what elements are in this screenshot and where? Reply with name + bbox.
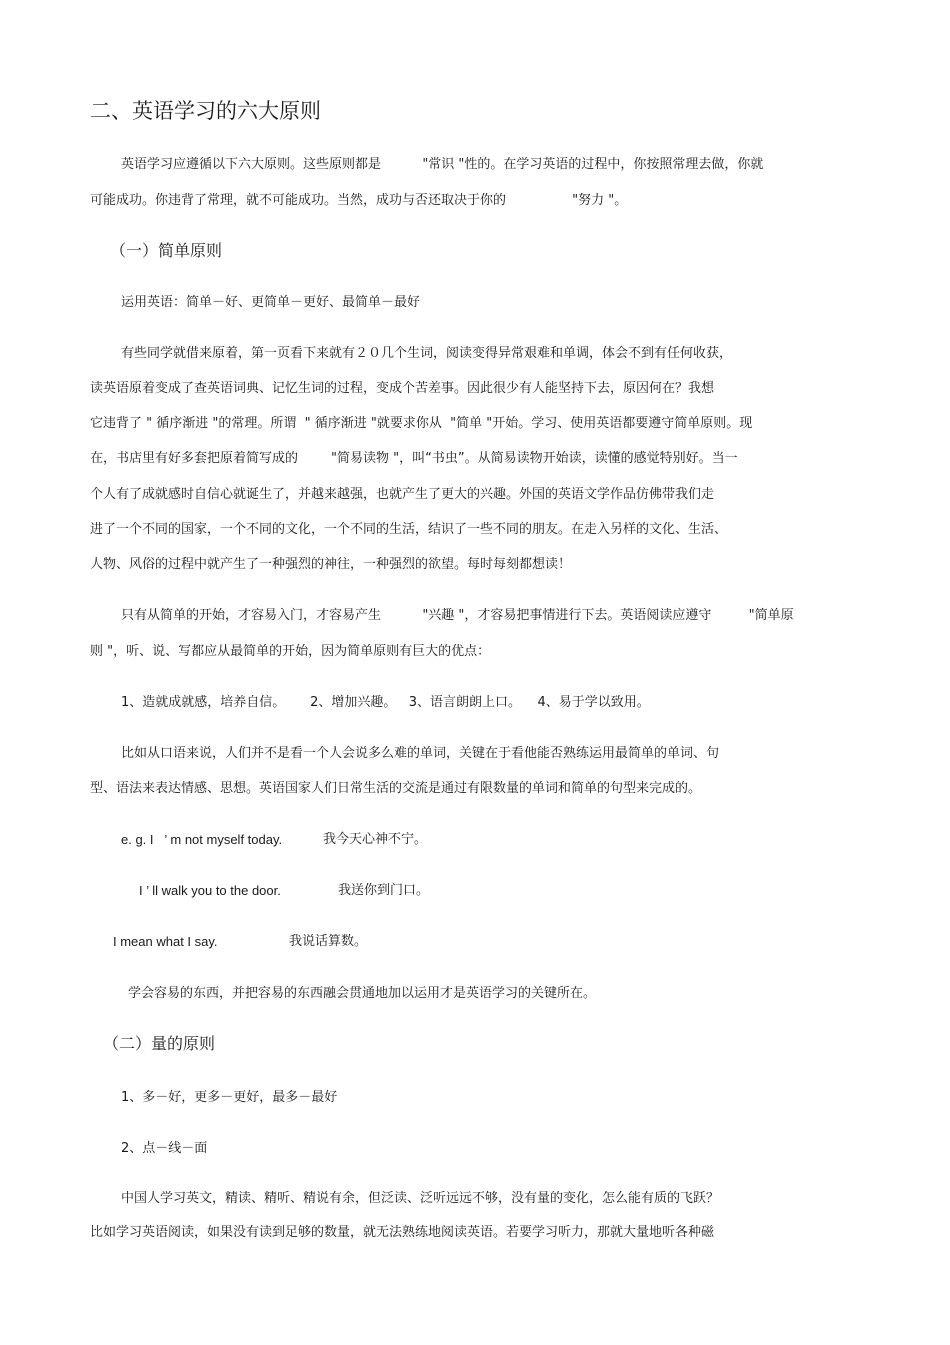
paragraph-line: 它违背了 " 循序渐进 "的常理。所谓 " 循序渐进 "就要求你从 "简单 "开始。学习、使用英语都要遵守简单原则。现: [90, 416, 753, 431]
example-english: I ’ ll walk you to the door.: [139, 883, 281, 898]
intro-line: 可能成功。你违背了常理，就不可能成功。当然，成功与否还取决于你的 "努力 "。: [90, 193, 628, 208]
motto-line: 运用英语：简单－好、更简单－更好、最简单－最好: [121, 295, 421, 310]
conclusion-line: 学会容易的东西，并把容易的东西融会贯通地加以运用才是英语学习的关键所在。: [128, 986, 597, 1001]
example-english: I mean what I say.: [113, 934, 218, 949]
page-title: 二、英语学习的六大原则: [90, 99, 321, 123]
paragraph-line: 人物、风俗的过程中就产生了一种强烈的神往，一种强烈的欲望。每时每刻都想读！: [90, 557, 572, 572]
paragraph-line: 只有从简单的开始，才容易入门，才容易产生 "兴趣 "，才容易把事情进行下去。英语阅读应遵守 "简单原: [121, 608, 794, 623]
example-chinese: 我今天心神不宁。: [323, 832, 428, 847]
paragraph-line: 比如从口语来说，人们并不是看一个人会说多么难的单词，关键在于看他能否熟练运用最简单的单词、句: [121, 746, 720, 761]
benefits-list: 1、造就成就感，培养自信。 2、增加兴趣。 3、语言朗朗上口。 4、易于学以致用。: [121, 695, 650, 710]
paragraph-line: 中国人学习英文，精读、精听、精说有余，但泛读、泛听远远不够，没有量的变化，怎么能有质的飞跃？: [121, 1191, 720, 1206]
section-heading: （二）量的原则: [103, 1034, 216, 1053]
paragraph-line: 比如学习英语阅读，如果没有读到足够的数量，就无法熟练地阅读英语。若要学习听力，那就大量地听各种磁: [90, 1225, 715, 1240]
paragraph-line: 型、语法来表达情感、思想。英语国家人们日常生活的交流是通过有限数量的单词和简单的句型来完成的。: [90, 781, 702, 796]
paragraph-line: 个人有了成就感时自信心就诞生了，并越来越强，也就产生了更大的兴趣。外国的英语文学作品仿佛带我们走: [90, 487, 715, 502]
paragraph-line: 则 "，听、说、写都应从最简单的开始，因为简单原则有巨大的优点：: [90, 644, 491, 659]
example-chinese: 我送你到门口。: [338, 883, 430, 898]
paragraph-line: 进了一个不同的国家，一个不同的文化，一个不同的生活，结识了一些不同的朋友。在走入另样的文化、生活、: [90, 522, 728, 537]
list-item: 2、点－线－面: [121, 1141, 208, 1156]
intro-line: 英语学习应遵循以下六大原则。这些原则都是 "常识 "性的。在学习英语的过程中，你按照常理去做，你就: [121, 157, 764, 172]
example-chinese: 我说话算数。: [289, 934, 368, 949]
paragraph-line: 读英语原着变成了查英语词典、记忆生词的过程，变成个苦差事。因此很少有人能坚持下去，原因何在？我想: [90, 381, 715, 396]
section-heading: （一）简单原则: [110, 241, 223, 260]
paragraph-line: 在，书店里有好多套把原着简写成的 "简易读物 "，叫“书虫”。从简易读物开始读，读懂的感觉特别好。当一: [90, 451, 738, 466]
paragraph-line: 有些同学就借来原着，第一页看下来就有２０几个生词，阅读变得异常艰难和单调，体会不到有任何收获，: [121, 346, 733, 361]
list-item: 1、多－好，更多－更好，最多－最好: [121, 1090, 338, 1105]
example-english: e. g. I ’ m not myself today.: [121, 832, 283, 847]
